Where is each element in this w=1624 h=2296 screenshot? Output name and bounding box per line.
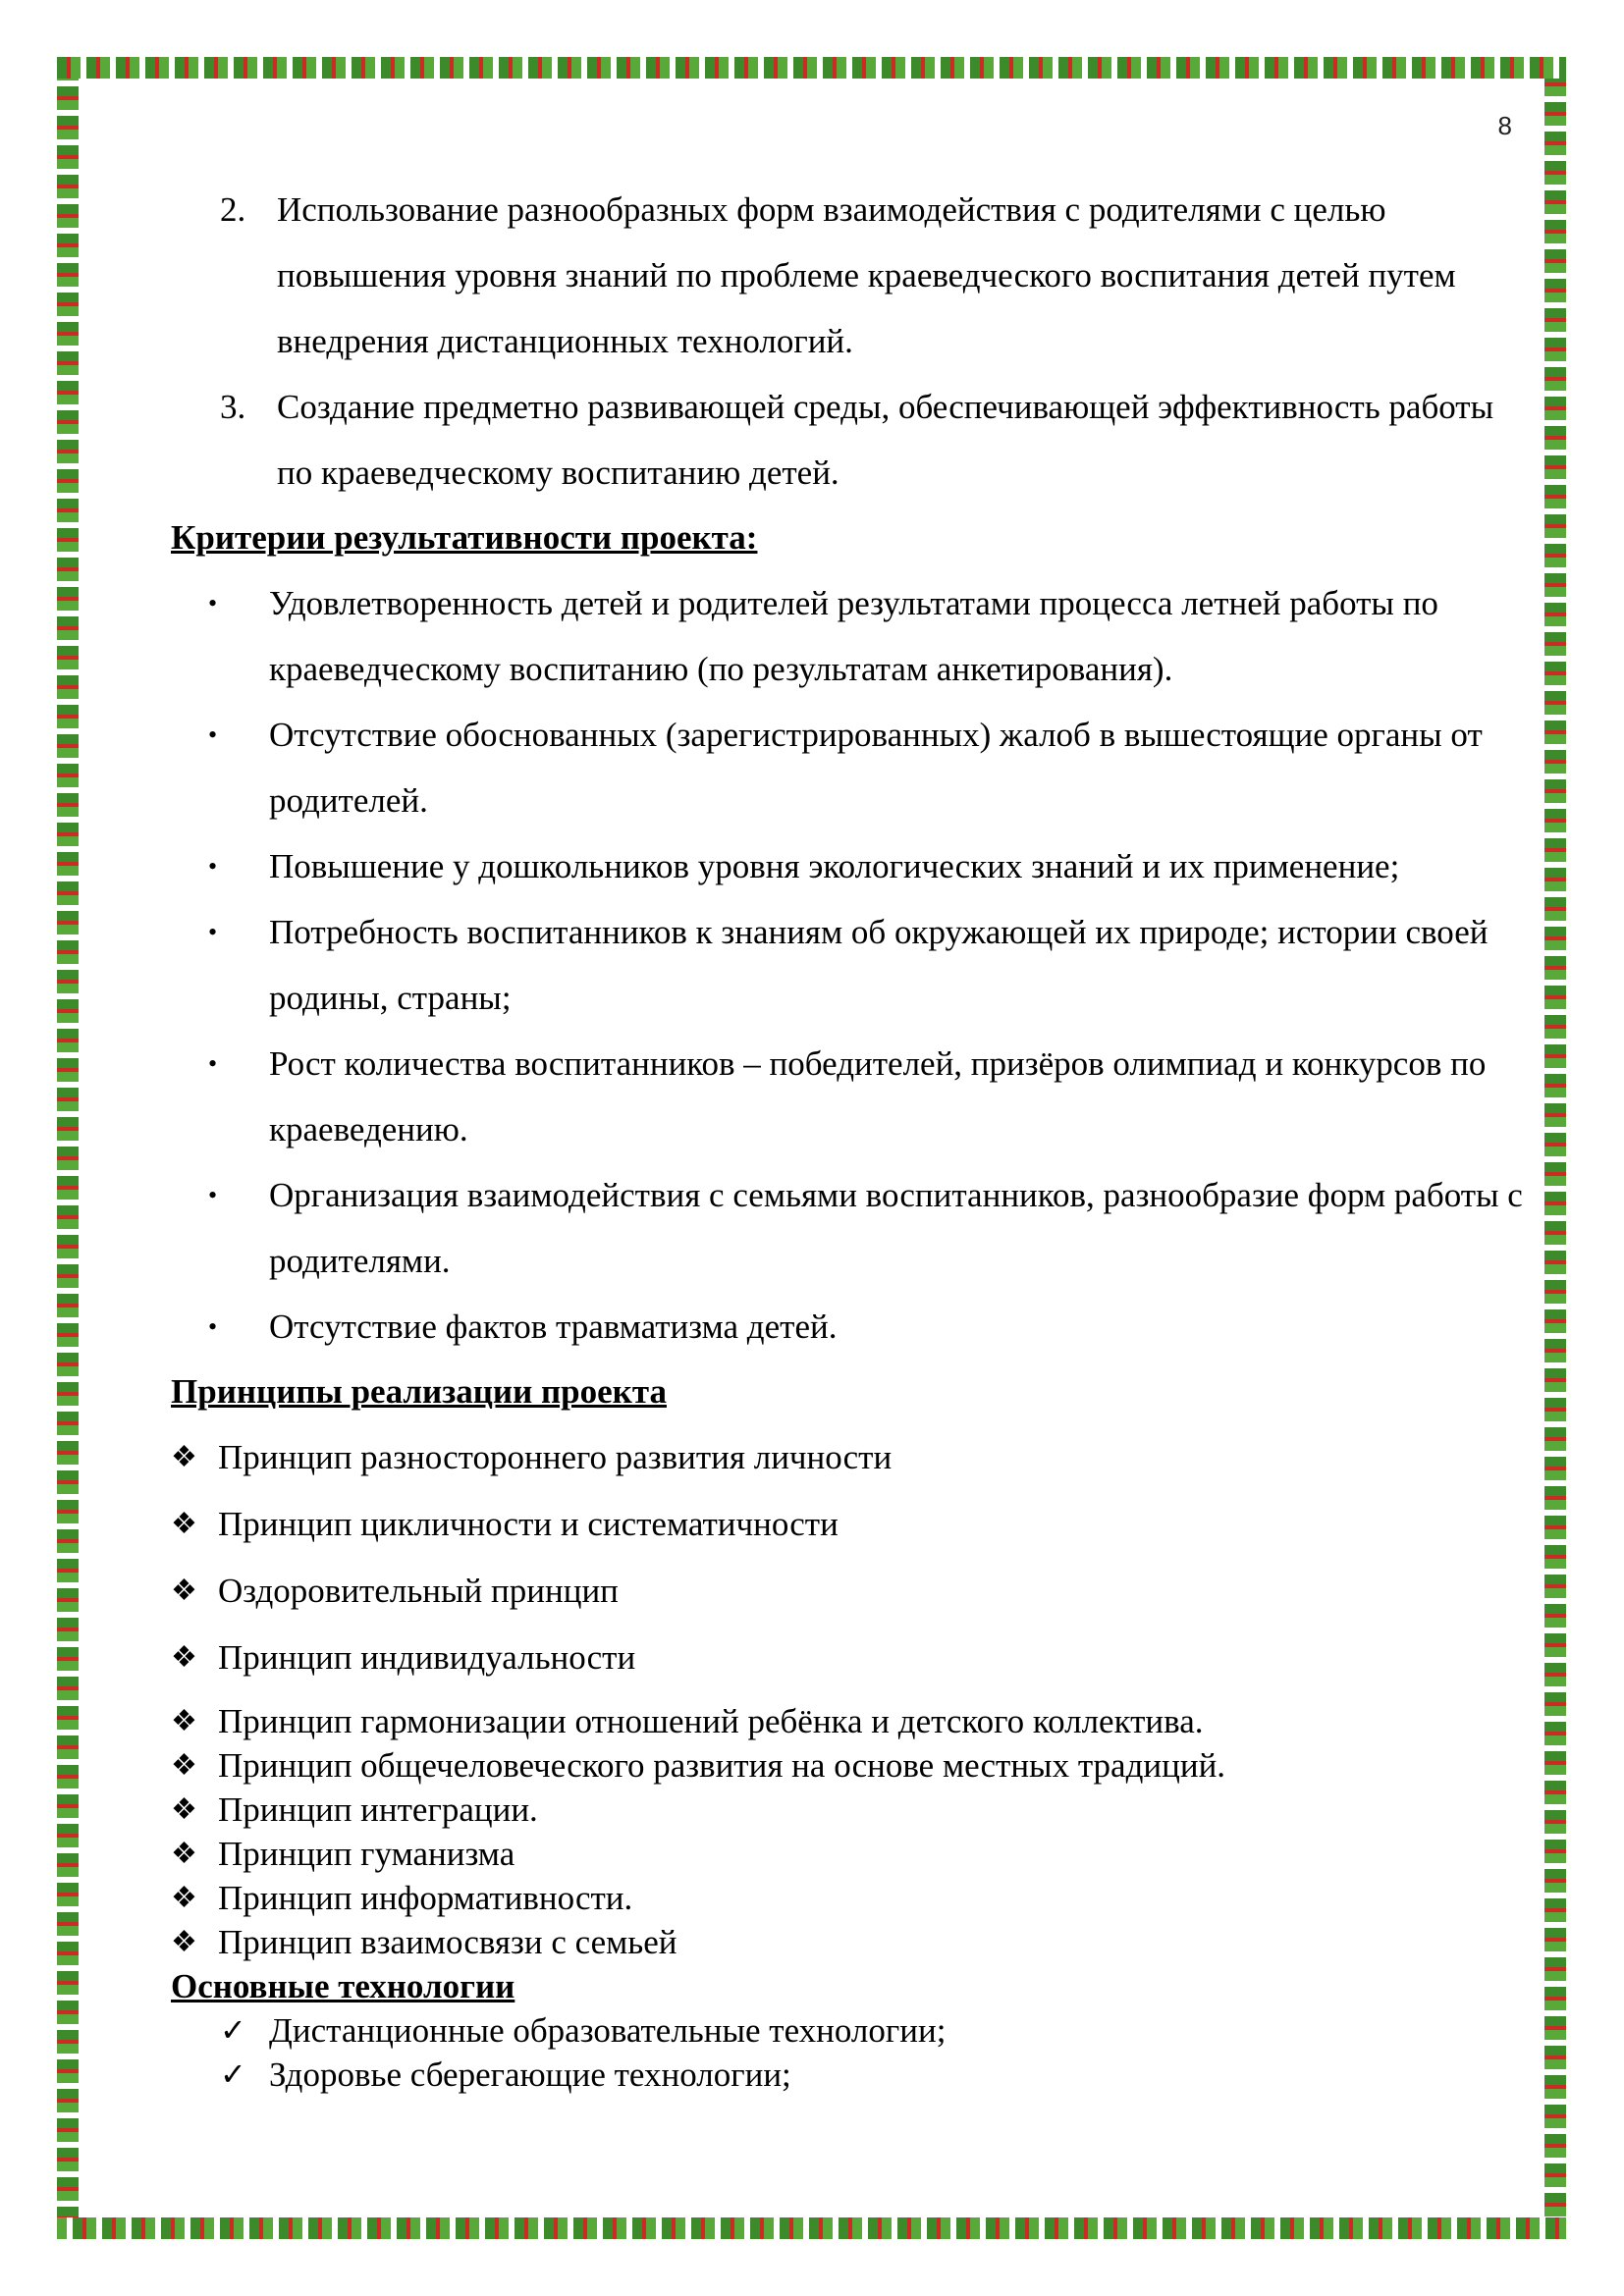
numbered-item	[220, 177, 1526, 374]
list-item-text: Рост количества воспитанников – победителей, призёров олимпиад и конкурсов по краеведению.	[269, 1044, 1487, 1148]
list-item-text: Потребность воспитанников к знаниям об окружающей их природе; истории своей родины, страны;	[269, 913, 1489, 1017]
principles-list-continued	[171, 1699, 1526, 1964]
list-item	[208, 833, 1526, 899]
list-item	[171, 1424, 1526, 1491]
four-diamond-bullet-icon: ❖	[171, 1882, 197, 1914]
checkmark-icon: ✓	[220, 2056, 246, 2092]
list-item	[171, 1920, 1526, 1964]
four-diamond-bullet-icon: ❖	[171, 1575, 197, 1607]
numbered-item	[220, 374, 1526, 506]
four-diamond-bullet-icon: ❖	[171, 1926, 197, 1958]
list-item-text: Принцип гармонизации отношений ребёнка и детского коллектива.	[218, 1702, 1204, 1740]
list-item	[220, 2008, 1526, 2053]
item-text: Создание предметно развивающей среды, обеспечивающей эффективность работы по краеведческому воспитанию детей.	[277, 388, 1494, 492]
four-diamond-bullet-icon: ❖	[171, 1838, 197, 1870]
list-item-text: Принцип взаимосвязи с семьей	[218, 1923, 677, 1961]
list-item	[208, 570, 1526, 702]
list-item	[171, 1788, 1526, 1832]
list-item	[208, 1162, 1526, 1294]
list-item-text: Принцип интеграции.	[218, 1790, 538, 1829]
list-item	[171, 1491, 1526, 1558]
four-diamond-bullet-icon: ❖	[171, 1441, 197, 1473]
list-item-text: Принцип общечеловеческого развития на основе местных традиций.	[218, 1746, 1226, 1785]
list-item-text: Здоровье сберегающие технологии;	[269, 2056, 791, 2094]
list-item	[171, 1699, 1526, 1743]
bullet-dot-icon: •	[208, 589, 218, 617]
list-item-text: Принцип индивидуальности	[218, 1638, 636, 1677]
list-item	[171, 1625, 1526, 1691]
page-number: 8	[1497, 111, 1512, 140]
list-item-text: Оздоровительный принцип	[218, 1572, 619, 1610]
four-diamond-bullet-icon: ❖	[171, 1508, 197, 1540]
four-diamond-bullet-icon: ❖	[171, 1641, 197, 1674]
list-item	[208, 899, 1526, 1031]
list-item	[171, 1743, 1526, 1788]
list-item-text: Удовлетворенность детей и родителей результатами процесса летней работы по краеведческому воспитанию (по результатам анкетирования).	[269, 584, 1438, 688]
list-item	[208, 702, 1526, 833]
item-number: 3.	[220, 388, 246, 426]
list-item	[171, 1832, 1526, 1876]
criteria-heading: Критерии результативности проекта:	[171, 518, 758, 557]
list-item	[220, 2053, 1526, 2097]
item-number: 2.	[220, 190, 246, 229]
bullet-dot-icon: •	[208, 721, 218, 749]
list-item	[171, 1876, 1526, 1920]
bullet-dot-icon: •	[208, 918, 218, 946]
checkmark-icon: ✓	[220, 2012, 246, 2048]
list-item-text: Принцип гуманизма	[218, 1835, 515, 1873]
list-item-text: Принцип разностороннего развития личности	[218, 1438, 893, 1476]
list-item-text: Отсутствие обоснованных (зарегистрированных) жалоб в вышестоящие органы от родителей.	[269, 716, 1483, 820]
four-diamond-bullet-icon: ❖	[171, 1793, 197, 1826]
bullet-dot-icon: •	[208, 852, 218, 881]
document-body	[171, 177, 1526, 2097]
bullet-dot-icon: •	[208, 1181, 218, 1209]
technologies-heading: Основные технологии	[171, 1967, 515, 2005]
numbered-list	[171, 177, 1526, 506]
four-diamond-bullet-icon: ❖	[171, 1749, 197, 1782]
list-item	[208, 1294, 1526, 1360]
list-item	[171, 1558, 1526, 1625]
list-item-text: Организация взаимодействия с семьями воспитанников, разнообразие форм работы с родителями.	[269, 1176, 1523, 1280]
list-item-text: Отсутствие фактов травматизма детей.	[269, 1308, 838, 1346]
list-item-text: Повышение у дошкольников уровня экологических знаний и их применение;	[269, 847, 1400, 885]
bullet-dot-icon: •	[208, 1312, 218, 1341]
technologies-list	[171, 2008, 1526, 2097]
list-item-text: Принцип цикличности и систематичности	[218, 1505, 839, 1543]
list-item	[208, 1031, 1526, 1162]
four-diamond-bullet-icon: ❖	[171, 1705, 197, 1737]
bullet-dot-icon: •	[208, 1049, 218, 1078]
criteria-list	[171, 570, 1526, 1360]
item-text: Использование разнообразных форм взаимодействия с родителями с целью повышения уровня знаний по проблеме краеведческого воспитания детей путем внедрения дистанционных технологий.	[277, 190, 1456, 360]
list-item-text: Принцип информативности.	[218, 1879, 633, 1917]
principles-heading: Принципы реализации проекта	[171, 1372, 667, 1411]
principles-list	[171, 1424, 1526, 1691]
list-item-text: Дистанционные образовательные технологии;	[269, 2011, 947, 2050]
